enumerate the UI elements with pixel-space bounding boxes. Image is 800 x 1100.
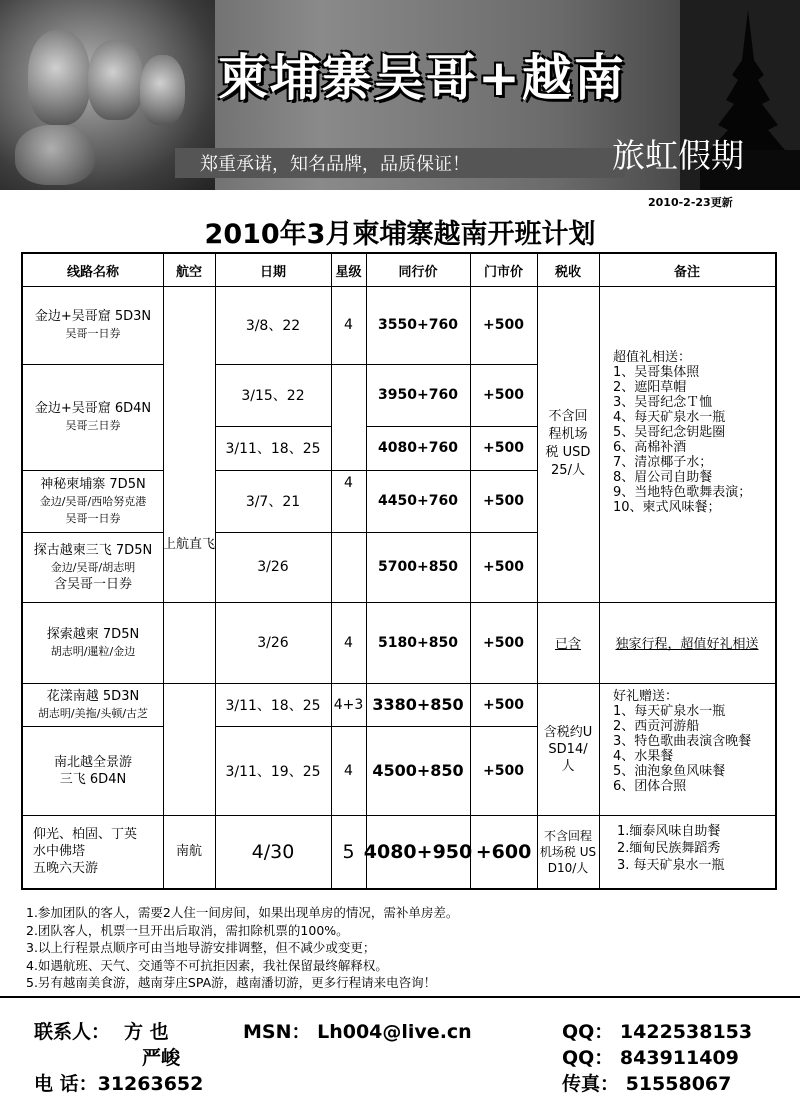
route-row-9: 仰光、柏固、丁英 水中佛塔 五晚六天游 [33,827,138,876]
contact-person-2: 严峻 [142,1047,181,1069]
route-row-2: 金边+吴哥窟 6D4N 吴哥三日券 [34,401,152,432]
price-row-3: 4080+760 [378,440,458,456]
contact-label: 联系人： [34,1021,111,1043]
tax-group-2: 含税约USD14/人 [543,724,593,774]
retail-row-8: +500 [483,762,524,779]
price-row-9: 4080+950 [363,840,473,863]
date-row-8: 3/11、19、25 [225,763,321,780]
airline-last: 南航 [175,844,202,859]
price-row-2: 3950+760 [378,387,458,403]
retail-row-1: +500 [483,317,524,333]
notes-section [26,904,786,992]
note-item: 5.另有越南美食游，越南芽庄SPA游，越南潘切游，更多行程请来电咨询！ [26,975,437,990]
price-row-8: 4500+850 [372,761,464,780]
retail-row-5: +500 [483,559,524,575]
date-row-7: 3/11、18、25 [225,697,321,714]
star-row-6: 4 [344,634,353,651]
note-item: 1.参加团队的客人，需要2人住一间房间，如果出现单房的情况，需补单房差。 [26,905,459,920]
qq-contact-1[interactable]: QQ： 1422538153 [562,1021,753,1043]
header-trade-price: 同行价 [398,264,438,280]
route-row-1: 金边+吴哥窟 5D3N 吴哥一日券 [34,309,152,340]
gift-list-1: 超值礼相送： 1、吴哥集体照 2、遮阳草帽 3、吴哥纪念Ｔ恤 4、每天矿泉水一瓶 5、吴哥纪念钥匙圈 6、高棉补酒 7、清凉椰子水； 8、眉公司自助餐 9、当地特色歌舞表演； 10、柬式风味餐； [613,350,752,515]
date-row-3: 3/11、18、25 [225,441,321,457]
banner-slogan: 郑重承诺，知名品牌，品质保证！ [200,154,470,175]
star-group: 4 [344,475,353,491]
contact-person-1: 方 也 [124,1021,169,1043]
date-row-2: 3/15、22 [241,388,305,404]
retail-row-7: +500 [483,696,524,713]
footer-divider [0,996,800,998]
price-row-6: 5180+850 [378,634,458,651]
airline-group-direct: 上航直飞 [163,536,216,552]
banner-title: 柬埔寨吴哥+越南 [218,49,626,107]
qq-contact-2[interactable]: QQ： 843911409 [562,1047,739,1069]
gift-list-2: 好礼赠送： 1、每天矿泉水一瓶 2、西贡河游船 3、特色歌曲表演含晚餐 4、水果餐 5、油泡象鱼风味餐 6、团体合照 [613,689,752,794]
star-row-1: 4 [344,317,353,333]
note-item: 4.如遇航班、天气、交通等不可抗拒因素，我社保留最终解释权。 [26,957,388,973]
retail-row-9: +600 [475,840,532,863]
note-item: 3.以上行程景点顺序可由当地导游安排调整，但不减少或变更； [26,940,376,955]
header-tax: 税收 [554,264,581,280]
header-route: 线路名称 [66,264,119,280]
phone-contact[interactable]: 电 话：31263652 [34,1073,204,1095]
retail-row-3: +500 [483,440,524,456]
header-date: 日期 [259,264,286,280]
fax-contact[interactable]: 传真： 51558067 [562,1073,732,1095]
tax-row-6: 已含 [554,637,581,652]
note-item: 2.团队客人，机票一旦开出后取消，需扣除机票的100%。 [26,922,349,938]
star-row-7: 4+3 [333,696,364,713]
retail-row-2: +500 [483,387,524,403]
date-row-9: 4/30 [251,840,295,863]
header-retail-price: 门市价 [483,264,523,280]
route-row-8: 南北越全景游 三飞 6D4N [53,754,132,787]
brand-name: 旅虹假期 [612,136,744,175]
date-row-4: 3/7、21 [245,494,301,510]
route-row-7: 花漾南越 5D3N 胡志明/美拖/头顿/古芝 [37,688,149,720]
retail-row-4: +500 [483,493,524,509]
tax-group-1: 不含回程机场税 USD 25/人 [545,409,591,478]
update-date: 2010-2-23更新 [648,196,733,209]
retail-row-6: +500 [483,634,524,651]
header-airline: 航空 [175,264,202,280]
route-row-4: 神秘柬埔寨 7D5N 金边/吴哥/西哈努克港 吴哥一日券 [39,476,147,525]
date-row-6: 3/26 [257,634,289,651]
tax-row-9: 不含回程机场税 USD10/人 [539,828,597,875]
plan-title: 2010年3月柬埔寨越南开班计划 [204,219,596,250]
price-row-7: 3380+850 [372,695,464,714]
date-row-1: 3/8、22 [245,318,301,334]
header-banner [0,0,800,190]
route-row-6: 探索越柬 7D5N 胡志明/暹粒/金边 [46,626,140,658]
gift-list-3: 1.缅泰风味自助餐 2.缅甸民族舞蹈秀 3. 每天矿泉水一瓶 [617,824,725,873]
header-star: 星级 [335,264,362,280]
price-row-4: 4450+760 [378,493,458,509]
star-row-8: 4 [344,762,353,779]
star-row-9: 5 [342,840,355,863]
header-remarks: 备注 [673,264,700,280]
schedule-table [21,252,777,890]
remark-row-6: 独家行程，超值好礼相送 [615,637,759,652]
date-row-5: 3/26 [257,559,289,575]
price-row-1: 3550+760 [378,317,458,333]
price-row-5: 5700+850 [378,559,458,575]
route-row-5: 探古越柬三飞 7D5N 金边/吴哥/胡志明 含吴哥一日券 [33,542,153,592]
msn-contact[interactable]: MSN： Lh004@live.cn [243,1021,472,1043]
